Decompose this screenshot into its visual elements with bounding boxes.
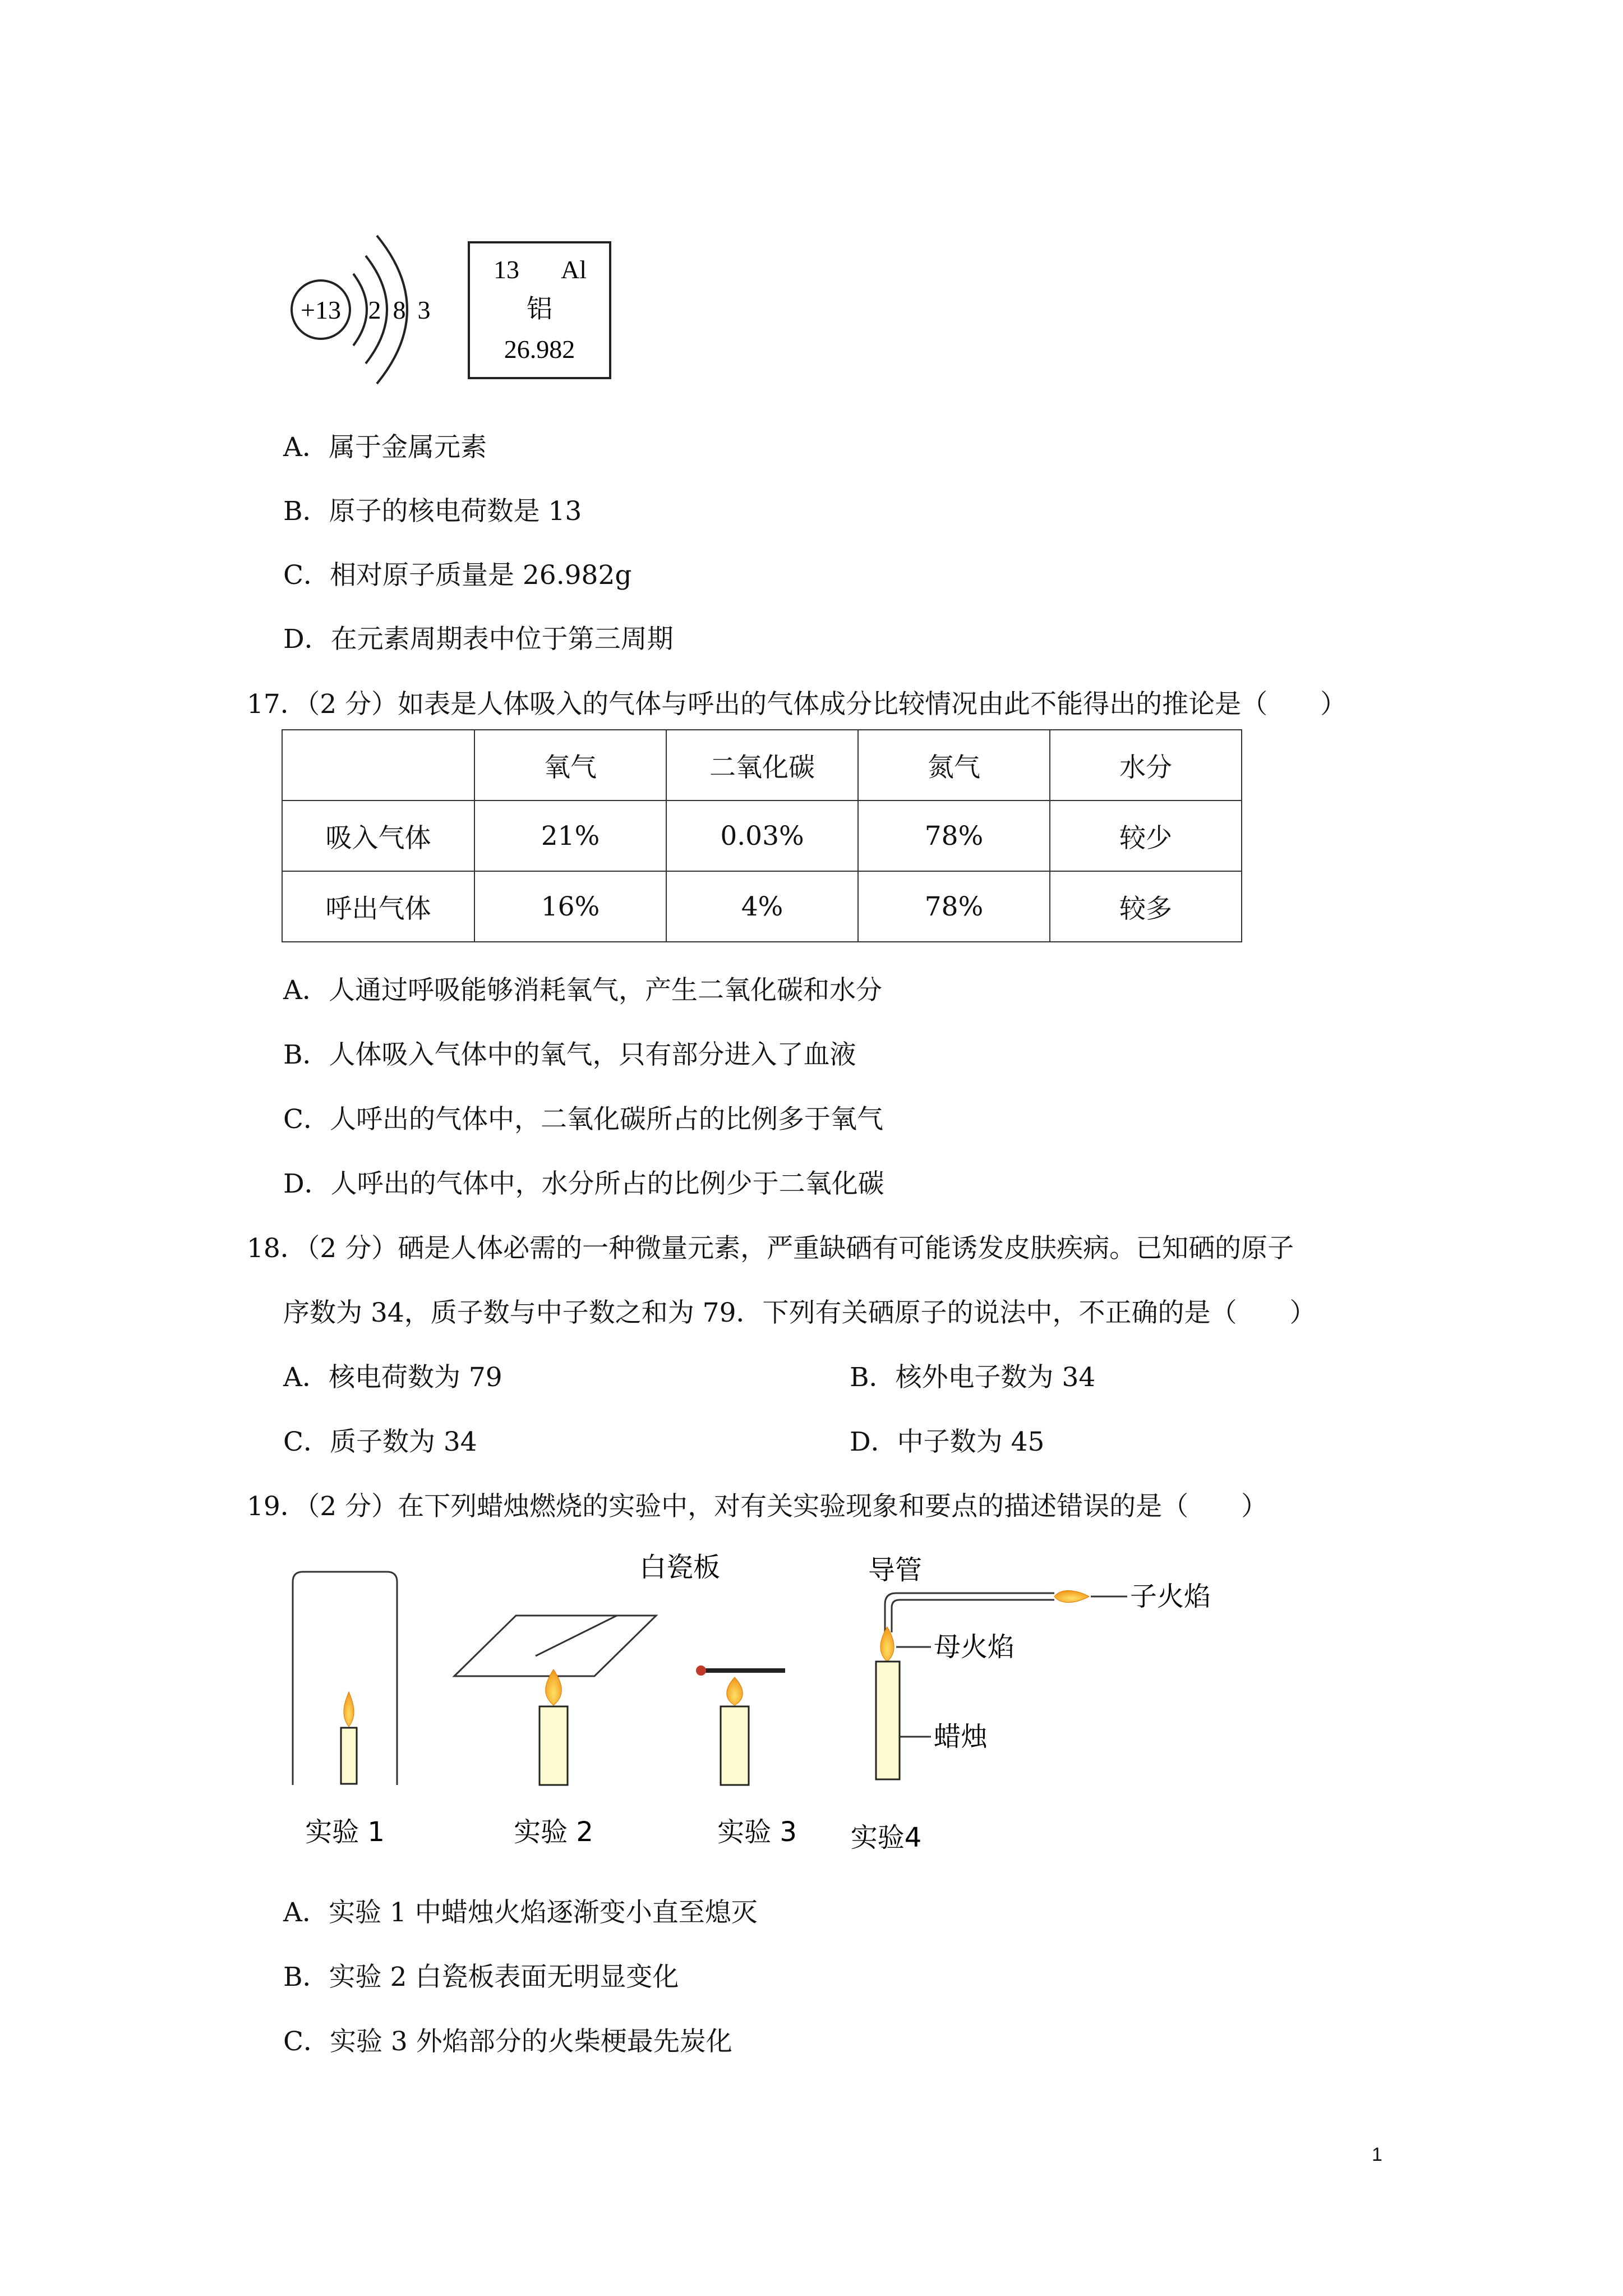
shell-electrons-2: 8 bbox=[393, 296, 406, 324]
q19-option-a: A．实验 1 中蜡烛火焰逐渐变小直至熄灭 bbox=[283, 1897, 758, 1928]
experiment-2-diagram bbox=[454, 1552, 720, 1848]
table-header-cell: 氮气 bbox=[858, 730, 1050, 800]
label-plate: 白瓷板 bbox=[639, 1552, 721, 1583]
q17-option-d: D．人呼出的气体中，水分所占的比例少于二氧化碳 bbox=[283, 1168, 884, 1199]
q18-option-b: B．核外电子数为 34 bbox=[850, 1362, 1096, 1393]
gas-comparison-table bbox=[282, 729, 1242, 942]
element-card bbox=[469, 242, 610, 378]
flame-1 bbox=[344, 1692, 354, 1727]
element-symbol: Al bbox=[561, 255, 587, 284]
candle-experiments-figure bbox=[280, 1537, 1301, 1862]
q19-stem: 19．（2 分）在下列蜡烛燃烧的实验中，对有关实验现象和要点的描述错误的是（ ） bbox=[247, 1491, 1268, 1522]
experiment-3-diagram bbox=[696, 1665, 797, 1848]
label-exp1: 实验 1 bbox=[305, 1816, 385, 1848]
experiment-4-diagram bbox=[851, 1554, 1211, 1853]
q19-option-b: B．实验 2 白瓷板表面无明显变化 bbox=[283, 1962, 679, 1993]
match-head bbox=[696, 1665, 706, 1676]
table-header-row bbox=[282, 730, 1242, 800]
element-mass: 26.982 bbox=[504, 335, 575, 364]
label-exp3: 实验 3 bbox=[717, 1816, 797, 1848]
flame-3 bbox=[727, 1677, 743, 1705]
experiment-1-diagram bbox=[293, 1572, 397, 1848]
candle-2 bbox=[540, 1706, 568, 1785]
shell-electrons-3: 3 bbox=[417, 296, 431, 324]
flame-2 bbox=[546, 1669, 562, 1705]
q17-option-c: C．人呼出的气体中，二氧化碳所占的比例多于氧气 bbox=[283, 1104, 883, 1135]
atomic-structure-diagram bbox=[292, 236, 431, 384]
element-name: 铝 bbox=[527, 293, 552, 324]
table-row bbox=[282, 800, 1242, 871]
label-tube: 导管 bbox=[868, 1554, 923, 1586]
table-cell: 21% bbox=[474, 800, 666, 871]
q17-option-a: A．人通过呼吸能够消耗氧气，产生二氧化碳和水分 bbox=[283, 975, 882, 1006]
table-cell: 吸入气体 bbox=[282, 800, 474, 871]
table-header-cell: 二氧化碳 bbox=[666, 730, 858, 800]
candle-1 bbox=[341, 1728, 357, 1784]
table-header-cell: 水分 bbox=[1050, 730, 1242, 800]
candle-4 bbox=[876, 1662, 900, 1779]
page-number: 1 bbox=[1372, 2144, 1382, 2165]
table-cell: 较少 bbox=[1050, 800, 1242, 871]
shell-electrons-1: 2 bbox=[368, 296, 381, 324]
q19-option-c: C．实验 3 外焰部分的火柴梗最先炭化 bbox=[283, 2026, 732, 2057]
table-row bbox=[282, 871, 1242, 942]
label-candle: 蜡烛 bbox=[934, 1721, 988, 1752]
table-cell: 4% bbox=[666, 871, 858, 942]
q16-option-b: B．原子的核电荷数是 13 bbox=[283, 496, 582, 527]
table-cell: 16% bbox=[474, 871, 666, 942]
child-flame bbox=[1054, 1590, 1089, 1602]
table-header-cell bbox=[282, 730, 474, 800]
q16-option-a: A．属于金属元素 bbox=[283, 432, 487, 463]
q18-option-d: D．中子数为 45 bbox=[850, 1427, 1045, 1457]
glass-tube-inner bbox=[892, 1600, 1054, 1632]
table-header-cell: 氧气 bbox=[474, 730, 666, 800]
label-exp4: 实验4 bbox=[850, 1822, 922, 1853]
q16-option-d: D．在元素周期表中位于第三周期 bbox=[283, 624, 674, 655]
q18-option-c: C．质子数为 34 bbox=[283, 1427, 477, 1457]
element-number: 13 bbox=[494, 255, 519, 284]
q16-option-c: C．相对原子质量是 26.982g bbox=[283, 560, 632, 591]
label-child-flame: 子火焰 bbox=[1130, 1581, 1211, 1612]
q17-option-b: B．人体吸入气体中的氧气，只有部分进入了血液 bbox=[283, 1039, 856, 1070]
table-cell: 呼出气体 bbox=[282, 871, 474, 942]
q18-option-a: A．核电荷数为 79 bbox=[283, 1362, 502, 1393]
table-cell: 0.03% bbox=[666, 800, 858, 871]
label-exp2: 实验 2 bbox=[514, 1816, 593, 1848]
candle-3 bbox=[721, 1706, 749, 1785]
electron-shell-arc-1 bbox=[353, 274, 367, 346]
table-cell: 较多 bbox=[1050, 871, 1242, 942]
table-cell: 78% bbox=[858, 800, 1050, 871]
q17-stem: 17．（2 分）如表是人体吸入的气体与呼出的气体成分比较情况由此不能得出的推论是（ ） bbox=[247, 689, 1347, 720]
q18-stem-line2: 序数为 34，质子数与中子数之和为 79．下列有关硒原子的说法中，不正确的是（ ） bbox=[283, 1297, 1316, 1328]
q18-stem-line1: 18．（2 分）硒是人体必需的一种微量元素，严重缺硒有可能诱发皮肤疾病。已知硒的原子 bbox=[247, 1233, 1294, 1264]
label-mother-flame: 母火焰 bbox=[934, 1631, 1015, 1663]
plate-pointer-line bbox=[536, 1616, 617, 1656]
aluminum-atom-figure bbox=[280, 208, 628, 409]
nucleus-charge: +13 bbox=[301, 296, 341, 324]
table-cell: 78% bbox=[858, 871, 1050, 942]
